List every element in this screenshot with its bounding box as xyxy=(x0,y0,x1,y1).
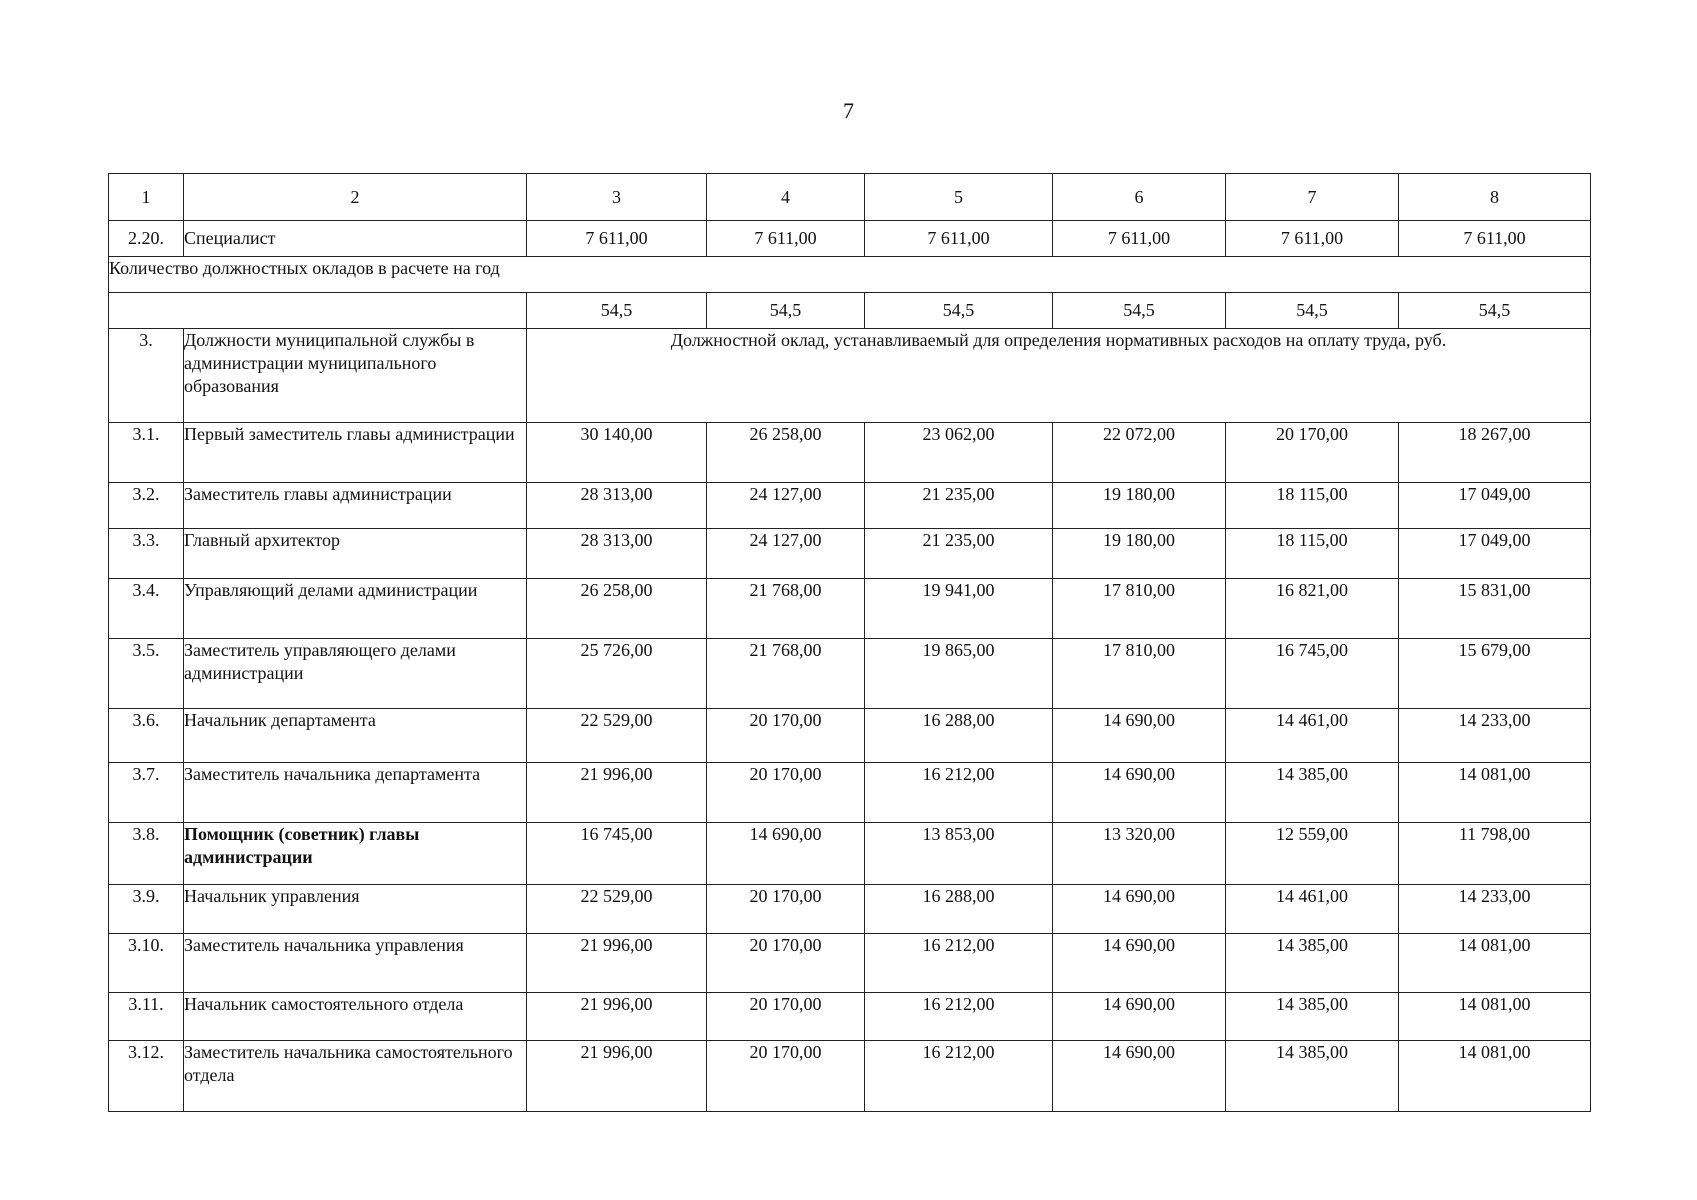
salary-value: 14 690,00 xyxy=(1053,763,1226,823)
salary-value: 17 810,00 xyxy=(1053,579,1226,639)
table-row xyxy=(109,885,1591,934)
salary-value: 18 115,00 xyxy=(1226,483,1399,529)
salary-value: 20 170,00 xyxy=(1226,423,1399,483)
salary-value: 16 745,00 xyxy=(1226,639,1399,709)
column-header: 3 xyxy=(527,174,707,221)
salary-value: 28 313,00 xyxy=(527,529,707,579)
salary-value: 12 559,00 xyxy=(1226,823,1399,885)
salary-value: 18 267,00 xyxy=(1399,423,1591,483)
salary-value: 22 072,00 xyxy=(1053,423,1226,483)
table-row xyxy=(109,221,1591,257)
position-name: Заместитель управляющего делами администрации xyxy=(184,639,527,709)
salary-value: 21 235,00 xyxy=(865,483,1053,529)
salary-value: 7 611,00 xyxy=(1226,221,1399,257)
salary-value: 16 212,00 xyxy=(865,1041,1053,1112)
salary-value: 25 726,00 xyxy=(527,639,707,709)
salary-value: 20 170,00 xyxy=(707,934,865,993)
section-number: 3. xyxy=(109,329,184,423)
table-row xyxy=(109,993,1591,1041)
row-number: 3.12. xyxy=(109,1041,184,1112)
salary-value: 14 233,00 xyxy=(1399,709,1591,763)
salary-value: 19 180,00 xyxy=(1053,483,1226,529)
table-row xyxy=(109,579,1591,639)
position-name: Помощник (советник) главы администрации xyxy=(184,823,527,885)
empty-cell xyxy=(109,293,527,329)
row-number: 3.9. xyxy=(109,885,184,934)
salary-value: 14 233,00 xyxy=(1399,885,1591,934)
position-name: Управляющий делами администрации xyxy=(184,579,527,639)
column-number-row xyxy=(109,174,1591,221)
salary-value: 22 529,00 xyxy=(527,709,707,763)
annual-count-value: 54,5 xyxy=(865,293,1053,329)
column-header: 1 xyxy=(109,174,184,221)
salary-value: 7 611,00 xyxy=(1053,221,1226,257)
salary-table xyxy=(108,173,1591,1112)
page-number: 7 xyxy=(843,98,854,123)
table-row xyxy=(109,639,1591,709)
salary-value: 7 611,00 xyxy=(865,221,1053,257)
annual-count-label-row xyxy=(109,257,1591,293)
salary-value: 26 258,00 xyxy=(707,423,865,483)
salary-value: 14 690,00 xyxy=(1053,934,1226,993)
position-name: Заместитель начальника самостоятельного отдела xyxy=(184,1041,527,1112)
salary-value: 14 690,00 xyxy=(1053,885,1226,934)
annual-count-values-row xyxy=(109,293,1591,329)
salary-value: 15 831,00 xyxy=(1399,579,1591,639)
column-header: 8 xyxy=(1399,174,1591,221)
salary-value: 16 212,00 xyxy=(865,763,1053,823)
salary-value: 24 127,00 xyxy=(707,483,865,529)
salary-value: 21 996,00 xyxy=(527,993,707,1041)
position-name: Начальник самостоятельного отдела xyxy=(184,993,527,1041)
position-name: Заместитель начальника департамента xyxy=(184,763,527,823)
column-header: 5 xyxy=(865,174,1053,221)
table-row xyxy=(109,423,1591,483)
salary-value: 21 768,00 xyxy=(707,639,865,709)
row-number: 3.1. xyxy=(109,423,184,483)
salary-value: 16 288,00 xyxy=(865,885,1053,934)
salary-value: 21 768,00 xyxy=(707,579,865,639)
annual-count-label: Количество должностных окладов в расчете на год xyxy=(109,257,1591,293)
salary-value: 14 081,00 xyxy=(1399,934,1591,993)
table-row xyxy=(109,483,1591,529)
annual-count-value: 54,5 xyxy=(707,293,865,329)
row-number: 3.2. xyxy=(109,483,184,529)
annual-count-value: 54,5 xyxy=(527,293,707,329)
salary-value: 16 288,00 xyxy=(865,709,1053,763)
row-number: 3.4. xyxy=(109,579,184,639)
salary-value: 11 798,00 xyxy=(1399,823,1591,885)
salary-value: 16 212,00 xyxy=(865,993,1053,1041)
row-number: 3.6. xyxy=(109,709,184,763)
salary-value: 14 690,00 xyxy=(707,823,865,885)
row-number: 3.11. xyxy=(109,993,184,1041)
salary-value: 26 258,00 xyxy=(527,579,707,639)
salary-value: 14 461,00 xyxy=(1226,885,1399,934)
salary-value: 14 461,00 xyxy=(1226,709,1399,763)
position-name: Начальник департамента xyxy=(184,709,527,763)
position-name: Специалист xyxy=(184,221,527,257)
salary-value: 14 385,00 xyxy=(1226,763,1399,823)
salary-value: 19 941,00 xyxy=(865,579,1053,639)
salary-value: 19 865,00 xyxy=(865,639,1053,709)
salary-value: 20 170,00 xyxy=(707,1041,865,1112)
row-number: 3.8. xyxy=(109,823,184,885)
salary-value: 24 127,00 xyxy=(707,529,865,579)
position-name: Главный архитектор xyxy=(184,529,527,579)
salary-value: 17 049,00 xyxy=(1399,529,1591,579)
section-header-row xyxy=(109,329,1591,423)
table-row xyxy=(109,763,1591,823)
annual-count-value: 54,5 xyxy=(1053,293,1226,329)
salary-value: 14 385,00 xyxy=(1226,934,1399,993)
table-row xyxy=(109,1041,1591,1112)
salary-value: 21 996,00 xyxy=(527,1041,707,1112)
salary-value: 16 821,00 xyxy=(1226,579,1399,639)
position-name: Первый заместитель главы администрации xyxy=(184,423,527,483)
salary-value: 21 996,00 xyxy=(527,763,707,823)
annual-count-value: 54,5 xyxy=(1399,293,1591,329)
salary-value: 14 385,00 xyxy=(1226,1041,1399,1112)
column-header: 6 xyxy=(1053,174,1226,221)
salary-value: 21 996,00 xyxy=(527,934,707,993)
row-number: 3.10. xyxy=(109,934,184,993)
salary-value: 21 235,00 xyxy=(865,529,1053,579)
salary-value: 13 853,00 xyxy=(865,823,1053,885)
salary-value: 30 140,00 xyxy=(527,423,707,483)
salary-value: 14 081,00 xyxy=(1399,763,1591,823)
salary-value: 15 679,00 xyxy=(1399,639,1591,709)
column-header: 4 xyxy=(707,174,865,221)
salary-value: 17 049,00 xyxy=(1399,483,1591,529)
section-title: Должности муниципальной службы в администрации муниципального образования xyxy=(184,329,527,423)
table-row xyxy=(109,529,1591,579)
annual-count-value: 54,5 xyxy=(1226,293,1399,329)
salary-value: 28 313,00 xyxy=(527,483,707,529)
row-number: 2.20. xyxy=(109,221,184,257)
salary-value: 20 170,00 xyxy=(707,885,865,934)
row-number: 3.5. xyxy=(109,639,184,709)
salary-value: 13 320,00 xyxy=(1053,823,1226,885)
salary-value: 14 385,00 xyxy=(1226,993,1399,1041)
position-name: Начальник управления xyxy=(184,885,527,934)
position-name: Заместитель начальника управления xyxy=(184,934,527,993)
salary-value: 7 611,00 xyxy=(707,221,865,257)
salary-value: 22 529,00 xyxy=(527,885,707,934)
salary-value: 14 690,00 xyxy=(1053,709,1226,763)
salary-value: 20 170,00 xyxy=(707,709,865,763)
salary-value: 19 180,00 xyxy=(1053,529,1226,579)
salary-value: 20 170,00 xyxy=(707,993,865,1041)
salary-value: 16 745,00 xyxy=(527,823,707,885)
salary-value: 7 611,00 xyxy=(1399,221,1591,257)
salary-value: 23 062,00 xyxy=(865,423,1053,483)
salary-value: 14 690,00 xyxy=(1053,993,1226,1041)
row-number: 3.3. xyxy=(109,529,184,579)
row-number: 3.7. xyxy=(109,763,184,823)
salary-column-header: Должностной оклад, устанавливаемый для определения нормативных расходов на оплату труда, руб. xyxy=(527,329,1591,423)
column-header: 2 xyxy=(184,174,527,221)
position-name: Заместитель главы администрации xyxy=(184,483,527,529)
salary-value: 18 115,00 xyxy=(1226,529,1399,579)
salary-value: 7 611,00 xyxy=(527,221,707,257)
column-header: 7 xyxy=(1226,174,1399,221)
salary-value: 14 081,00 xyxy=(1399,993,1591,1041)
table-row xyxy=(109,934,1591,993)
table-row xyxy=(109,823,1591,885)
salary-value: 16 212,00 xyxy=(865,934,1053,993)
salary-value: 14 081,00 xyxy=(1399,1041,1591,1112)
table-row xyxy=(109,709,1591,763)
salary-value: 14 690,00 xyxy=(1053,1041,1226,1112)
salary-value: 20 170,00 xyxy=(707,763,865,823)
salary-value: 17 810,00 xyxy=(1053,639,1226,709)
